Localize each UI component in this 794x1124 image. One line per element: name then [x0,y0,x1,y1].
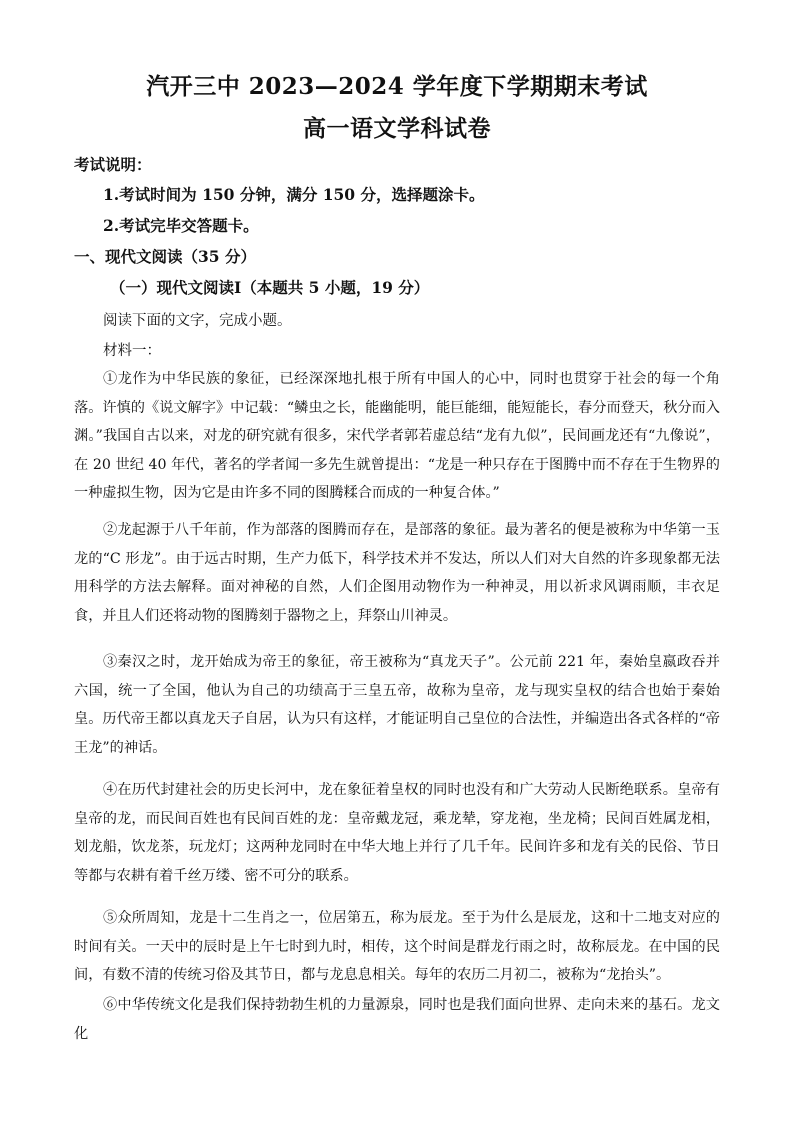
material-label: 材料一： [103,343,161,359]
reading-prompt: 阅读下面的文字，完成小题。 [103,313,292,329]
section-heading: 一、现代文阅读（35 分） [74,247,256,266]
instruction-item: 2.考试完毕交答题卡。 [103,216,259,235]
sub-section-heading: （一）现代文阅读Ⅰ（本题共 5 小题，19 分） [110,278,430,297]
paragraph-3: ③秦汉之时，龙开始成为帝王的象征，帝王被称为“真龙天子”。公元前 221 年，秦始皇嬴政吞并六国，统一了全国，他认为自己的功绩高于三皇五帝，故称为皇帝，龙与现实皇权的结合也始于秦始皇。历代帝王都以真龙天子自居，认为只有这样，才能证明自己皇位的合法性，并编造出各式各样的“帝王龙”的神话。 [74,654,720,756]
exam-subtitle: 高一语文学科试卷 [303,115,491,142]
instruction-item: 1.考试时间为 150 分钟，满分 150 分，选择题涂卡。 [103,185,485,204]
paragraph-4: ④在历代封建社会的历史长河中，龙在象征着皇权的同时也没有和广大劳动人民断绝联系。皇帝有皇帝的龙，而民间百姓也有民间百姓的龙：皇帝戴龙冠，乘龙辇，穿龙袍，坐龙椅；民间百姓属龙相，划龙船，饮龙茶，玩龙灯；这两种龙同时在中华大地上并行了几千年。民间许多和龙有关的民俗、节日等都与农耕有着千丝万缕、密不可分的联系。 [74,782,720,884]
paragraph-1: ①龙作为中华民族的象征，已经深深地扎根于所有中国人的心中，同时也贯穿于社会的每一个角落。许慎的《说文解字》中记载：“鳞虫之长，能幽能明，能巨能细，能短能长，春分而登天，秋分而入渊。”我国自古以来，对龙的研究就有很多，宋代学者郭若虚总结“龙有九似”，民间画龙还有“九像说”，在 20 世纪 40 年代，著名的学者闻一多先生就曾提出：“龙是一种只存在于图腾中而不存在于生物界的一种虚拟生物，因为它是由许多不同的图腾糅合而成的一种复合体。” [74,371,720,502]
instructions-heading: 考试说明： [74,155,152,174]
paragraph-6: ⑥中华传统文化是我们保持勃勃生机的力量源泉，同时也是我们面向世界、走向未来的基石。龙文化 [74,997,720,1042]
paragraph-2: ②龙起源于八千年前，作为部落的图腾而存在，是部落的象征。最为著名的便是被称为中华第一玉龙的“C 形龙”。由于远古时期，生产力低下，科学技术并不发达，所以人们对大自然的许多现象都无法用科学的方法去解释。面对神秘的自然，人们企图用动物作为一种神灵，用以祈求风调雨顺，丰衣足食，并且人们还将动物的图腾刻于器物之上，拜祭山川神灵。 [74,522,720,624]
exam-title: 汽开三中 2023—2024 学年度下学期期末考试 [146,73,648,100]
paragraph-5: ⑤众所周知，龙是十二生肖之一，位居第五，称为辰龙。至于为什么是辰龙，这和十二地支对应的时间有关。一天中的辰时是上午七时到九时，相传，这个时间是群龙行雨之时，故称辰龙。在中国的民间，有数不清的传统习俗及其节日，都与龙息息相关。每年的农历二月初二，被称为“龙抬头”。 [74,910,720,984]
